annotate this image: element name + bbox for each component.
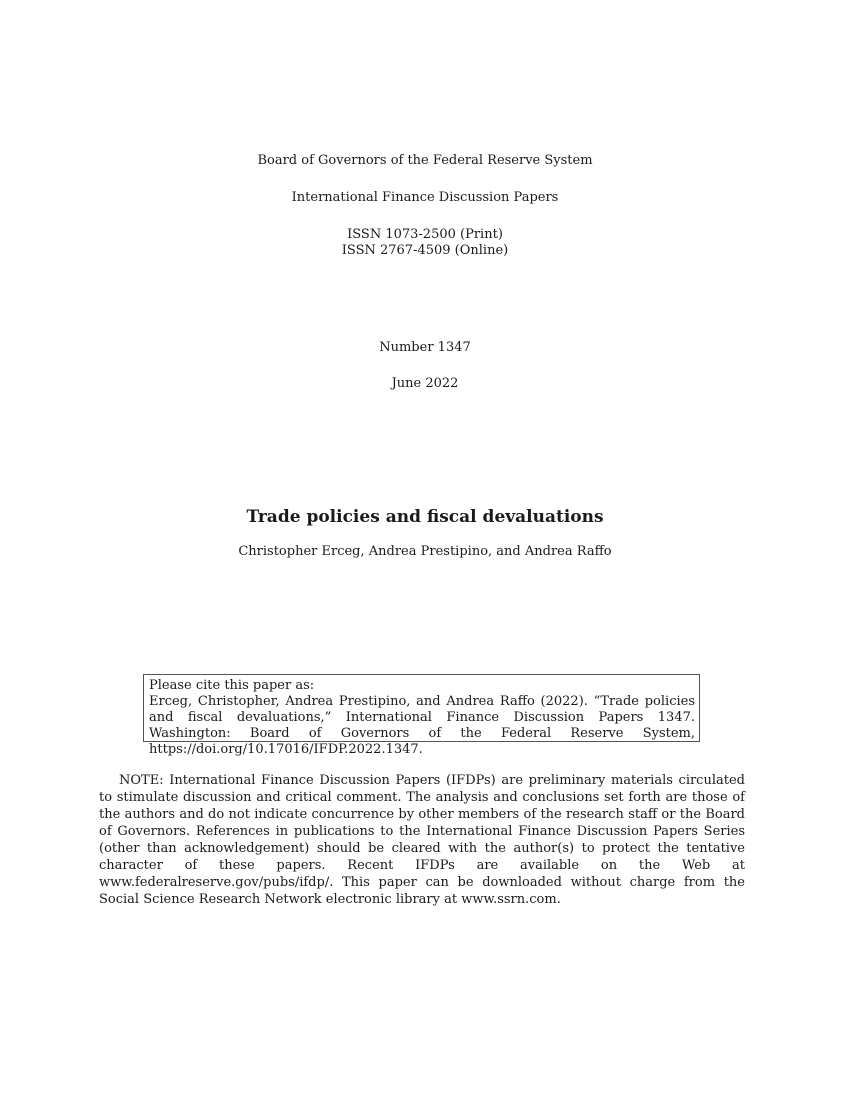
paper-title: Trade policies and fiscal devaluations bbox=[246, 507, 604, 527]
citation-text: Erceg, Christopher, Andrea Prestipino, and Andrea Raffo (2022). “Trade policies and fiscal devaluations,” International Finance Discussion Papers 1347. Washington: Board of Governors of the Federal Reserve System, https://doi.org/10.17016/IFDP.2022.1347. bbox=[149, 694, 695, 757]
series-name: International Finance Discussion Papers bbox=[291, 190, 559, 205]
issn-print: ISSN 1073-2500 (Print) bbox=[347, 227, 503, 242]
disclaimer-note: NOTE: International Finance Discussion Papers (IFDPs) are preliminary materials circulated to stimulate discussion and critical comment. The analysis and conclusions set forth are those of the authors and do not indicate concurrence by other members of the research staff or the Board of Governors. References in publications to the International Finance Discussion Papers Series (other than acknowledgement) should be cleared with the author(s) to protect the tentative character of these papers. Recent IFDPs are available on the Web at www.federalreserve.gov/pubs/ifdp/. This paper can be downloaded without charge from the Social Science Research Network electronic library at www.ssrn.com. bbox=[99, 773, 745, 907]
paper-authors: Christopher Erceg, Andrea Prestipino, and Andrea Raffo bbox=[238, 544, 612, 559]
citation-box bbox=[143, 674, 700, 757]
citation-label: Please cite this paper as: bbox=[149, 678, 315, 693]
issn-online: ISSN 2767-4509 (Online) bbox=[341, 243, 509, 258]
institution-name: Board of Governors of the Federal Reserve System bbox=[257, 153, 593, 168]
paper-number: Number 1347 bbox=[379, 340, 471, 355]
paper-date: June 2022 bbox=[391, 376, 459, 391]
